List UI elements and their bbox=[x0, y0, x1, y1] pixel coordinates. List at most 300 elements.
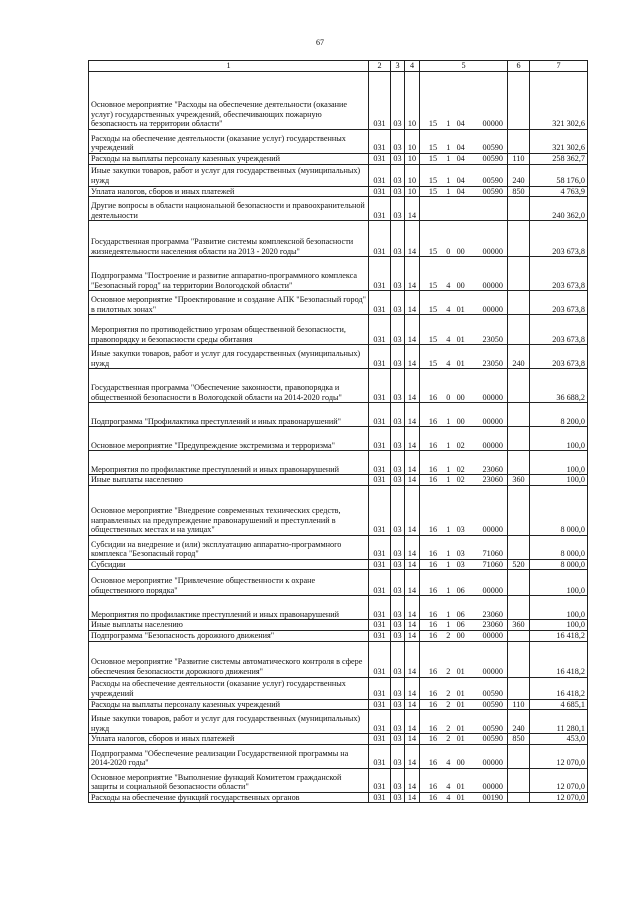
direction-code: 23050 bbox=[482, 334, 503, 344]
code-subsection: 14 bbox=[405, 734, 420, 745]
code-section: 03 bbox=[391, 154, 405, 165]
event-code: 01 bbox=[456, 723, 465, 733]
amount: 100,0 bbox=[530, 620, 588, 631]
program-code: 15 bbox=[428, 280, 438, 290]
amount: 8 000,0 bbox=[530, 485, 588, 535]
row-name: Основное мероприятие "Внедрение современных технических средств, направленных на предупреждение правонарушений и преступлений в общественных местах и на улицах" bbox=[89, 485, 369, 535]
amount: 453,0 bbox=[530, 734, 588, 745]
code-section: 03 bbox=[391, 699, 405, 710]
code-expense-type: 360 bbox=[508, 620, 530, 631]
subprogram-code: 0 bbox=[446, 392, 451, 402]
program-code: 15 bbox=[428, 176, 438, 185]
code-ministry: 031 bbox=[369, 641, 391, 677]
event-code: 06 bbox=[456, 620, 465, 630]
direction-code: 00000 bbox=[482, 525, 503, 535]
direction-code: 00000 bbox=[482, 280, 503, 290]
row-name: Расходы на обеспечение функций государственных органов bbox=[89, 792, 369, 803]
amount: 8 000,0 bbox=[530, 535, 588, 559]
program-code: 16 bbox=[428, 630, 438, 640]
code-ministry: 031 bbox=[369, 734, 391, 745]
amount: 100,0 bbox=[530, 570, 588, 596]
row-name: Иные закупки товаров, работ и услуг для государственных (муниципальных) нужд bbox=[89, 164, 369, 186]
code-expense-type bbox=[508, 291, 530, 315]
subprogram-code: 1 bbox=[446, 609, 451, 619]
direction-code: 23060 bbox=[482, 464, 503, 474]
row-name: Мероприятия по профилактике преступлений и иных правонарушений bbox=[89, 596, 369, 620]
row-name: Иные закупки товаров, работ и услуг для государственных (муниципальных) нужд bbox=[89, 710, 369, 734]
amount: 12 070,0 bbox=[530, 792, 588, 803]
code-ministry: 031 bbox=[369, 485, 391, 535]
code-section: 03 bbox=[391, 641, 405, 677]
code-expense-type: 360 bbox=[508, 475, 530, 486]
amount: 203 673,8 bbox=[530, 221, 588, 257]
row-name: Расходы на выплаты персоналу казенных учреждений bbox=[89, 154, 369, 165]
code-target-article bbox=[420, 677, 508, 699]
code-section: 03 bbox=[391, 620, 405, 631]
program-code: 15 bbox=[428, 186, 438, 196]
direction-code: 00000 bbox=[482, 304, 503, 314]
subprogram-code: 4 bbox=[446, 280, 451, 290]
column-header: 1 bbox=[89, 61, 369, 72]
event-code: 04 bbox=[456, 143, 465, 153]
program-code: 16 bbox=[428, 620, 438, 630]
row-name: Основное мероприятие "Предупреждение экстремизма и терроризма" bbox=[89, 427, 369, 451]
program-code: 16 bbox=[428, 559, 438, 569]
event-code: 04 bbox=[456, 176, 465, 185]
code-subsection: 14 bbox=[405, 699, 420, 710]
table-row bbox=[89, 315, 588, 345]
amount: 12 070,0 bbox=[530, 768, 588, 792]
row-name: Подпрограмма "Обеспечение реализации Государственной программы на 2014-2020 годы" bbox=[89, 744, 369, 768]
code-target-article bbox=[420, 451, 508, 475]
code-expense-type: 850 bbox=[508, 186, 530, 197]
direction-code: 23050 bbox=[482, 358, 503, 368]
code-ministry: 031 bbox=[369, 535, 391, 559]
row-name: Основное мероприятие "Проектирование и создание АПК "Безопасный город" в пилотных зонах" bbox=[89, 291, 369, 315]
row-name: Субсидии bbox=[89, 559, 369, 570]
code-ministry: 031 bbox=[369, 345, 391, 369]
program-code: 16 bbox=[428, 758, 438, 768]
subprogram-code: 4 bbox=[446, 758, 451, 768]
direction-code: 00000 bbox=[482, 585, 503, 595]
row-name: Подпрограмма "Безопасность дорожного движения" bbox=[89, 630, 369, 641]
subprogram-code: 0 bbox=[446, 246, 451, 256]
table-row bbox=[89, 72, 588, 130]
code-target-article bbox=[420, 535, 508, 559]
direction-code: 00590 bbox=[482, 186, 503, 196]
table-row bbox=[89, 164, 588, 186]
code-subsection: 14 bbox=[405, 427, 420, 451]
direction-code: 71060 bbox=[482, 559, 503, 569]
code-section: 03 bbox=[391, 475, 405, 486]
subprogram-code: 2 bbox=[446, 734, 451, 744]
program-code: 16 bbox=[428, 440, 438, 450]
table-row bbox=[89, 451, 588, 475]
subprogram-code: 2 bbox=[446, 699, 451, 709]
table-row bbox=[89, 641, 588, 677]
code-ministry: 031 bbox=[369, 427, 391, 451]
subprogram-code: 1 bbox=[446, 620, 451, 630]
row-name: Другие вопросы в области национальной безопасности и правоохранительной деятельности bbox=[89, 197, 369, 221]
event-code: 04 bbox=[456, 154, 465, 163]
row-name: Мероприятия по противодействию угрозам общественной безопасности, правопорядку и безопасности среды обитания bbox=[89, 315, 369, 345]
row-name: Уплата налогов, сборов и иных платежей bbox=[89, 734, 369, 745]
code-subsection: 14 bbox=[405, 369, 420, 403]
code-section: 03 bbox=[391, 164, 405, 186]
code-subsection: 10 bbox=[405, 186, 420, 197]
row-name: Основное мероприятие "Развитие системы автоматического контроля в сфере обеспечения безопасности дорожного движения" bbox=[89, 641, 369, 677]
code-target-article bbox=[420, 734, 508, 745]
event-code: 00 bbox=[456, 416, 465, 426]
code-subsection: 14 bbox=[405, 197, 420, 221]
amount: 240 362,0 bbox=[530, 197, 588, 221]
program-code: 16 bbox=[428, 585, 438, 595]
code-target-article bbox=[420, 710, 508, 734]
amount: 100,0 bbox=[530, 596, 588, 620]
row-name: Государственная программа "Развитие системы комплексной безопасности жизнедеятельности населения области на 2013 - 2020 годы" bbox=[89, 221, 369, 257]
code-target-article bbox=[420, 744, 508, 768]
subprogram-code: 4 bbox=[446, 334, 451, 344]
code-ministry: 031 bbox=[369, 291, 391, 315]
subprogram-code: 4 bbox=[446, 782, 451, 792]
amount: 203 673,8 bbox=[530, 257, 588, 291]
code-target-article bbox=[420, 130, 508, 154]
code-expense-type bbox=[508, 792, 530, 803]
table-row bbox=[89, 427, 588, 451]
program-code: 16 bbox=[428, 609, 438, 619]
table-row bbox=[89, 768, 588, 792]
direction-code: 00190 bbox=[482, 792, 503, 802]
code-subsection: 14 bbox=[405, 485, 420, 535]
program-code: 16 bbox=[428, 688, 438, 698]
column-header: 7 bbox=[530, 61, 588, 72]
row-name: Основное мероприятие "Выполнение функций Комитетом гражданской защиты и социальной безопасности области" bbox=[89, 768, 369, 792]
code-ministry: 031 bbox=[369, 677, 391, 699]
code-section: 03 bbox=[391, 559, 405, 570]
direction-code: 00590 bbox=[482, 723, 503, 733]
program-code: 15 bbox=[428, 119, 438, 129]
table-row bbox=[89, 677, 588, 699]
direction-code: 00590 bbox=[482, 734, 503, 744]
amount: 16 418,2 bbox=[530, 630, 588, 641]
code-expense-type: 240 bbox=[508, 345, 530, 369]
table-row bbox=[89, 291, 588, 315]
code-target-article bbox=[420, 164, 508, 186]
event-code: 06 bbox=[456, 609, 465, 619]
code-target-article bbox=[420, 291, 508, 315]
code-expense-type bbox=[508, 677, 530, 699]
code-subsection: 14 bbox=[405, 315, 420, 345]
table-body bbox=[89, 72, 588, 803]
subprogram-code: 1 bbox=[446, 176, 451, 185]
code-section: 03 bbox=[391, 427, 405, 451]
code-ministry: 031 bbox=[369, 596, 391, 620]
code-target-article bbox=[420, 315, 508, 345]
code-expense-type: 240 bbox=[508, 710, 530, 734]
code-section: 03 bbox=[391, 677, 405, 699]
event-code: 01 bbox=[456, 734, 465, 744]
program-code: 16 bbox=[428, 734, 438, 744]
code-ministry: 031 bbox=[369, 475, 391, 486]
code-expense-type bbox=[508, 427, 530, 451]
table-row bbox=[89, 535, 588, 559]
code-subsection: 14 bbox=[405, 403, 420, 427]
code-expense-type bbox=[508, 744, 530, 768]
code-expense-type bbox=[508, 197, 530, 221]
code-target-article bbox=[420, 570, 508, 596]
direction-code: 00000 bbox=[482, 782, 503, 792]
code-ministry: 031 bbox=[369, 197, 391, 221]
code-section: 03 bbox=[391, 710, 405, 734]
code-subsection: 14 bbox=[405, 630, 420, 641]
table-row bbox=[89, 197, 588, 221]
code-target-article bbox=[420, 197, 508, 221]
event-code: 01 bbox=[456, 666, 465, 676]
code-ministry: 031 bbox=[369, 72, 391, 130]
code-section: 03 bbox=[391, 451, 405, 475]
program-code: 15 bbox=[428, 358, 438, 368]
direction-code: 23060 bbox=[482, 620, 503, 630]
code-ministry: 031 bbox=[369, 186, 391, 197]
code-expense-type bbox=[508, 257, 530, 291]
code-section: 03 bbox=[391, 792, 405, 803]
code-ministry: 031 bbox=[369, 154, 391, 165]
code-ministry: 031 bbox=[369, 744, 391, 768]
table-row bbox=[89, 734, 588, 745]
code-target-article bbox=[420, 186, 508, 197]
row-name: Основное мероприятие "Расходы на обеспечение деятельности (оказание услуг) государственных учреждений, обеспечивающих пожарную безопасность на территории области" bbox=[89, 72, 369, 130]
code-section: 03 bbox=[391, 197, 405, 221]
event-code: 04 bbox=[456, 119, 465, 129]
program-code: 16 bbox=[428, 549, 438, 559]
code-section: 03 bbox=[391, 744, 405, 768]
event-code: 02 bbox=[456, 440, 465, 450]
direction-code: 00590 bbox=[482, 688, 503, 698]
code-target-article bbox=[420, 768, 508, 792]
program-code: 16 bbox=[428, 464, 438, 474]
code-ministry: 031 bbox=[369, 221, 391, 257]
page-number: 67 bbox=[316, 38, 324, 47]
program-code: 16 bbox=[428, 392, 438, 402]
code-subsection: 14 bbox=[405, 345, 420, 369]
table-row bbox=[89, 620, 588, 631]
code-target-article bbox=[420, 485, 508, 535]
subprogram-code: 1 bbox=[446, 585, 451, 595]
code-ministry: 031 bbox=[369, 315, 391, 345]
amount: 12 070,0 bbox=[530, 744, 588, 768]
row-name: Расходы на обеспечение деятельности (оказание услуг) государственных учреждений bbox=[89, 677, 369, 699]
subprogram-code: 4 bbox=[446, 304, 451, 314]
amount: 203 673,8 bbox=[530, 291, 588, 315]
amount: 4 685,1 bbox=[530, 699, 588, 710]
code-ministry: 031 bbox=[369, 403, 391, 427]
code-target-article bbox=[420, 403, 508, 427]
code-subsection: 10 bbox=[405, 154, 420, 165]
direction-code: 00590 bbox=[482, 699, 503, 709]
table-row bbox=[89, 369, 588, 403]
amount: 16 418,2 bbox=[530, 641, 588, 677]
code-ministry: 031 bbox=[369, 130, 391, 154]
code-subsection: 14 bbox=[405, 257, 420, 291]
code-target-article bbox=[420, 154, 508, 165]
table-row bbox=[89, 744, 588, 768]
code-subsection: 14 bbox=[405, 596, 420, 620]
code-target-article bbox=[420, 427, 508, 451]
subprogram-code: 2 bbox=[446, 630, 451, 640]
code-section: 03 bbox=[391, 345, 405, 369]
subprogram-code: 1 bbox=[446, 549, 451, 559]
code-subsection: 14 bbox=[405, 570, 420, 596]
code-subsection: 14 bbox=[405, 559, 420, 570]
code-target-article bbox=[420, 630, 508, 641]
code-ministry: 031 bbox=[369, 451, 391, 475]
code-section: 03 bbox=[391, 221, 405, 257]
subprogram-code: 2 bbox=[446, 723, 451, 733]
direction-code: 71060 bbox=[482, 549, 503, 559]
event-code: 02 bbox=[456, 475, 465, 485]
code-subsection: 14 bbox=[405, 291, 420, 315]
amount: 100,0 bbox=[530, 451, 588, 475]
code-target-article bbox=[420, 559, 508, 570]
column-header: 3 bbox=[391, 61, 405, 72]
amount: 321 302,6 bbox=[530, 130, 588, 154]
direction-code: 00590 bbox=[482, 176, 503, 185]
program-code: 15 bbox=[428, 143, 438, 153]
amount: 203 673,8 bbox=[530, 315, 588, 345]
table-row bbox=[89, 559, 588, 570]
direction-code: 23060 bbox=[482, 475, 503, 485]
subprogram-code: 2 bbox=[446, 688, 451, 698]
event-code: 03 bbox=[456, 559, 465, 569]
code-subsection: 14 bbox=[405, 641, 420, 677]
row-name: Иные выплаты населению bbox=[89, 475, 369, 486]
program-code: 16 bbox=[428, 525, 438, 535]
code-expense-type bbox=[508, 641, 530, 677]
event-code: 01 bbox=[456, 699, 465, 709]
row-name: Расходы на обеспечение деятельности (оказание услуг) государственных учреждений bbox=[89, 130, 369, 154]
row-name: Подпрограмма "Построение и развитие аппаратно-программного комплекса "Безопасный город" на территории Вологодской области" bbox=[89, 257, 369, 291]
code-section: 03 bbox=[391, 403, 405, 427]
direction-code: 00000 bbox=[482, 630, 503, 640]
event-code: 03 bbox=[456, 525, 465, 535]
event-code: 01 bbox=[456, 358, 465, 368]
code-subsection: 14 bbox=[405, 451, 420, 475]
code-target-article bbox=[420, 345, 508, 369]
event-code: 01 bbox=[456, 334, 465, 344]
code-subsection: 10 bbox=[405, 72, 420, 130]
code-subsection: 14 bbox=[405, 768, 420, 792]
code-section: 03 bbox=[391, 596, 405, 620]
program-code: 16 bbox=[428, 792, 438, 802]
amount: 258 362,7 bbox=[530, 154, 588, 165]
code-section: 03 bbox=[391, 535, 405, 559]
code-ministry: 031 bbox=[369, 768, 391, 792]
code-expense-type bbox=[508, 369, 530, 403]
code-target-article bbox=[420, 596, 508, 620]
code-section: 03 bbox=[391, 291, 405, 315]
subprogram-code: 1 bbox=[446, 464, 451, 474]
code-target-article bbox=[420, 221, 508, 257]
amount: 4 763,9 bbox=[530, 186, 588, 197]
table-row bbox=[89, 485, 588, 535]
code-target-article bbox=[420, 620, 508, 631]
code-subsection: 14 bbox=[405, 620, 420, 631]
program-code: 16 bbox=[428, 416, 438, 426]
table-row bbox=[89, 596, 588, 620]
code-expense-type bbox=[508, 630, 530, 641]
table-row bbox=[89, 403, 588, 427]
code-expense-type bbox=[508, 72, 530, 130]
direction-code: 00000 bbox=[482, 666, 503, 676]
direction-code: 00000 bbox=[482, 392, 503, 402]
code-target-article bbox=[420, 475, 508, 486]
event-code: 03 bbox=[456, 549, 465, 559]
amount: 58 176,0 bbox=[530, 164, 588, 186]
event-code: 01 bbox=[456, 782, 465, 792]
table-row bbox=[89, 792, 588, 803]
direction-code: 23060 bbox=[482, 609, 503, 619]
code-ministry: 031 bbox=[369, 792, 391, 803]
code-ministry: 031 bbox=[369, 369, 391, 403]
code-expense-type bbox=[508, 768, 530, 792]
code-target-article bbox=[420, 257, 508, 291]
subprogram-code: 1 bbox=[446, 525, 451, 535]
code-subsection: 14 bbox=[405, 744, 420, 768]
program-code: 15 bbox=[428, 246, 438, 256]
code-subsection: 10 bbox=[405, 130, 420, 154]
code-expense-type: 110 bbox=[508, 699, 530, 710]
budget-table bbox=[88, 60, 588, 803]
row-name: Уплата налогов, сборов и иных платежей bbox=[89, 186, 369, 197]
event-code: 04 bbox=[456, 186, 465, 196]
code-subsection: 14 bbox=[405, 792, 420, 803]
row-name: Субсидии на внедрение и (или) эксплуатацию аппаратно-программного комплекса "Безопасный город" bbox=[89, 535, 369, 559]
code-section: 03 bbox=[391, 130, 405, 154]
code-section: 03 bbox=[391, 369, 405, 403]
subprogram-code: 1 bbox=[446, 440, 451, 450]
code-section: 03 bbox=[391, 768, 405, 792]
code-ministry: 031 bbox=[369, 620, 391, 631]
program-code: 15 bbox=[428, 154, 438, 163]
event-code: 00 bbox=[456, 758, 465, 768]
subprogram-code: 4 bbox=[446, 792, 451, 802]
program-code: 16 bbox=[428, 666, 438, 676]
code-ministry: 031 bbox=[369, 710, 391, 734]
event-code: 02 bbox=[456, 464, 465, 474]
event-code: 01 bbox=[456, 304, 465, 314]
subprogram-code: 2 bbox=[446, 666, 451, 676]
amount: 8 000,0 bbox=[530, 559, 588, 570]
code-ministry: 031 bbox=[369, 164, 391, 186]
code-expense-type bbox=[508, 403, 530, 427]
table-row bbox=[89, 570, 588, 596]
program-code: 16 bbox=[428, 475, 438, 485]
row-name: Иные выплаты населению bbox=[89, 620, 369, 631]
code-subsection: 10 bbox=[405, 164, 420, 186]
row-name: Мероприятия по профилактике преступлений и иных правонарушений bbox=[89, 451, 369, 475]
row-name: Подпрограмма "Профилактика преступлений и иных правонарушений" bbox=[89, 403, 369, 427]
row-name: Иные закупки товаров, работ и услуг для государственных (муниципальных) нужд bbox=[89, 345, 369, 369]
code-target-article bbox=[420, 792, 508, 803]
code-expense-type bbox=[508, 596, 530, 620]
table-row bbox=[89, 154, 588, 165]
code-expense-type bbox=[508, 570, 530, 596]
direction-code: 00590 bbox=[482, 143, 503, 153]
table-row bbox=[89, 710, 588, 734]
code-ministry: 031 bbox=[369, 630, 391, 641]
program-code: 15 bbox=[428, 334, 438, 344]
code-expense-type bbox=[508, 451, 530, 475]
